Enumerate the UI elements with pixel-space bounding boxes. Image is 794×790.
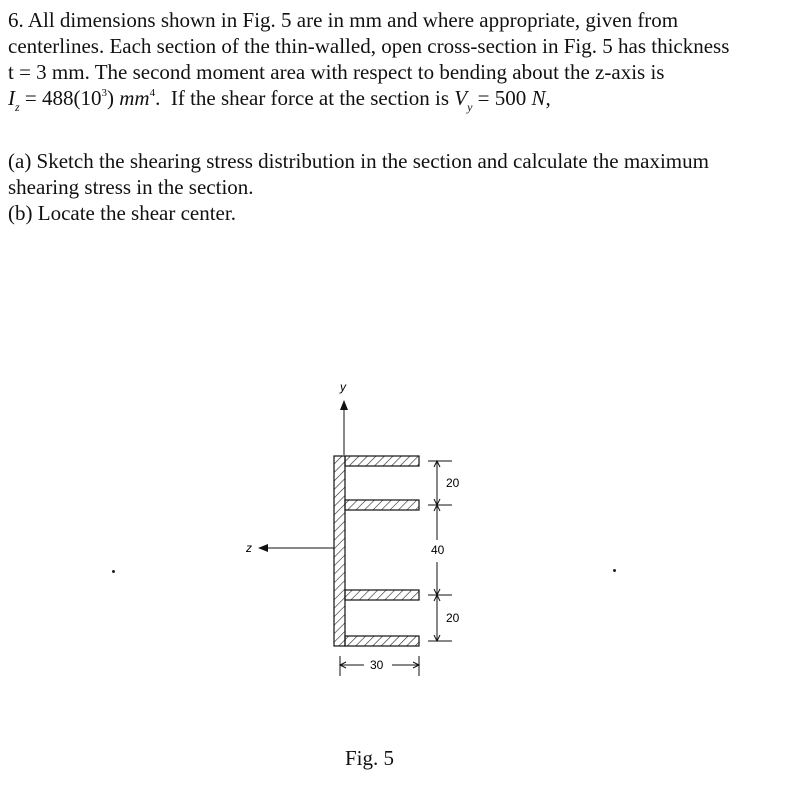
- figure-caption: Fig. 5: [345, 746, 395, 770]
- iz-close: ): [107, 86, 115, 110]
- upper-middle-flange: [345, 500, 419, 510]
- y-axis-label: y: [340, 380, 346, 394]
- question-a-line-1: (a) Sketch the shearing stress distribution in the section and calculate the maximum: [8, 149, 709, 173]
- iz-exponent: 3: [101, 87, 108, 99]
- y-axis-arrow-icon: [340, 400, 348, 410]
- vy-subscript: y: [467, 100, 473, 114]
- z-axis-label: z: [246, 541, 252, 555]
- dim-middle-label: 40: [431, 543, 445, 557]
- vy-symbol: V: [454, 86, 468, 110]
- shear-force-text: If the shear force at the section is: [170, 86, 449, 110]
- web: [334, 456, 345, 646]
- iz-value: = 488(10: [24, 86, 102, 110]
- lower-middle-flange: [345, 590, 419, 600]
- vy-end: ,: [545, 86, 551, 110]
- problem-statement: [8, 7, 788, 115]
- dim-width-label: 30: [370, 658, 384, 672]
- problem-line-2: centerlines. Each section of the thin-walled, open cross-section in Fig. 5 has thickness: [8, 34, 730, 58]
- e-section-shape: [334, 456, 419, 646]
- iz-subscript: z: [15, 100, 20, 114]
- problem-line-1: 6. All dimensions shown in Fig. 5 are in mm and where appropriate, given from: [8, 8, 679, 32]
- iz-symbol: I: [8, 86, 15, 110]
- dim-top-label: 20: [446, 476, 460, 490]
- iz-end: .: [155, 86, 161, 110]
- iz-unit-exponent: 4: [149, 87, 156, 99]
- questions: [8, 148, 788, 226]
- vy-unit: N: [531, 86, 546, 110]
- iz-unit: mm: [119, 86, 150, 110]
- z-axis-arrow-icon: [258, 544, 268, 552]
- vy-value: = 500: [477, 86, 527, 110]
- cross-section-figure: [0, 370, 794, 790]
- top-flange: [345, 456, 419, 466]
- dim-bottom-label: 20: [446, 611, 460, 625]
- question-a-line-2: shearing stress in the section.: [8, 175, 254, 199]
- problem-formula-line: [8, 85, 788, 115]
- question-b: (b) Locate the shear center.: [8, 201, 236, 225]
- bottom-flange: [345, 636, 419, 646]
- problem-line-3: t = 3 mm. The second moment area with respect to bending about the z-axis is: [8, 60, 665, 84]
